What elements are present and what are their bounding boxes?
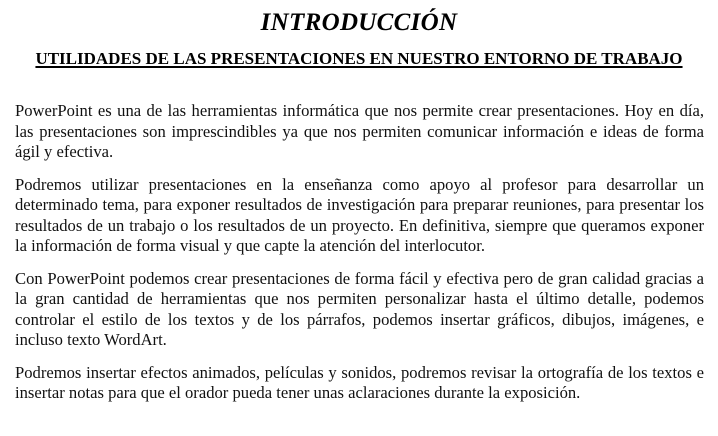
paragraph-uses-teaching: Podremos utilizar presentaciones en la enseñanza como apoyo al profesor para desarrollar un determinado tema, para exponer resultados de investigación para preparar reuniones, para presentar los resultados de un trabajo o los resultados de un proyecto. En definitiva, siempre que queramos exponer la información de forma visual y que capte la atención del interlocutor. (15, 174, 704, 255)
document-subtitle: UTILIDADES DE LAS PRESENTACIONES EN NUESTRO ENTORNO DE TRABAJO (35, 49, 683, 68)
paragraph-powerpoint-intro: PowerPoint es una de las herramientas informática que nos permite crear presentaciones. Hoy en día, las presentaciones son imprescindibles ya que nos permiten comunicar información e ideas de forma ágil y efectiva. (15, 101, 704, 161)
document-body (15, 101, 704, 416)
paragraph-quality-tools: Con PowerPoint podemos crear presentaciones de forma fácil y efectiva pero de gran calidad gracias a la gran cantidad de herramientas que nos permiten personalizar hasta el último detalle, podemos controlar el estilo de los textos y de los párrafos, podemos insertar gráficos, dibujos, imágenes, e incluso texto WordArt. (15, 268, 704, 349)
document-title: INTRODUCCIÓN (260, 9, 458, 36)
paragraph-effects-notes: Podremos insertar efectos animados, películas y sonidos, podremos revisar la ortografía de los textos e insertar notas para que el orador pueda tener unas aclaraciones durante la exposición. (15, 362, 704, 402)
